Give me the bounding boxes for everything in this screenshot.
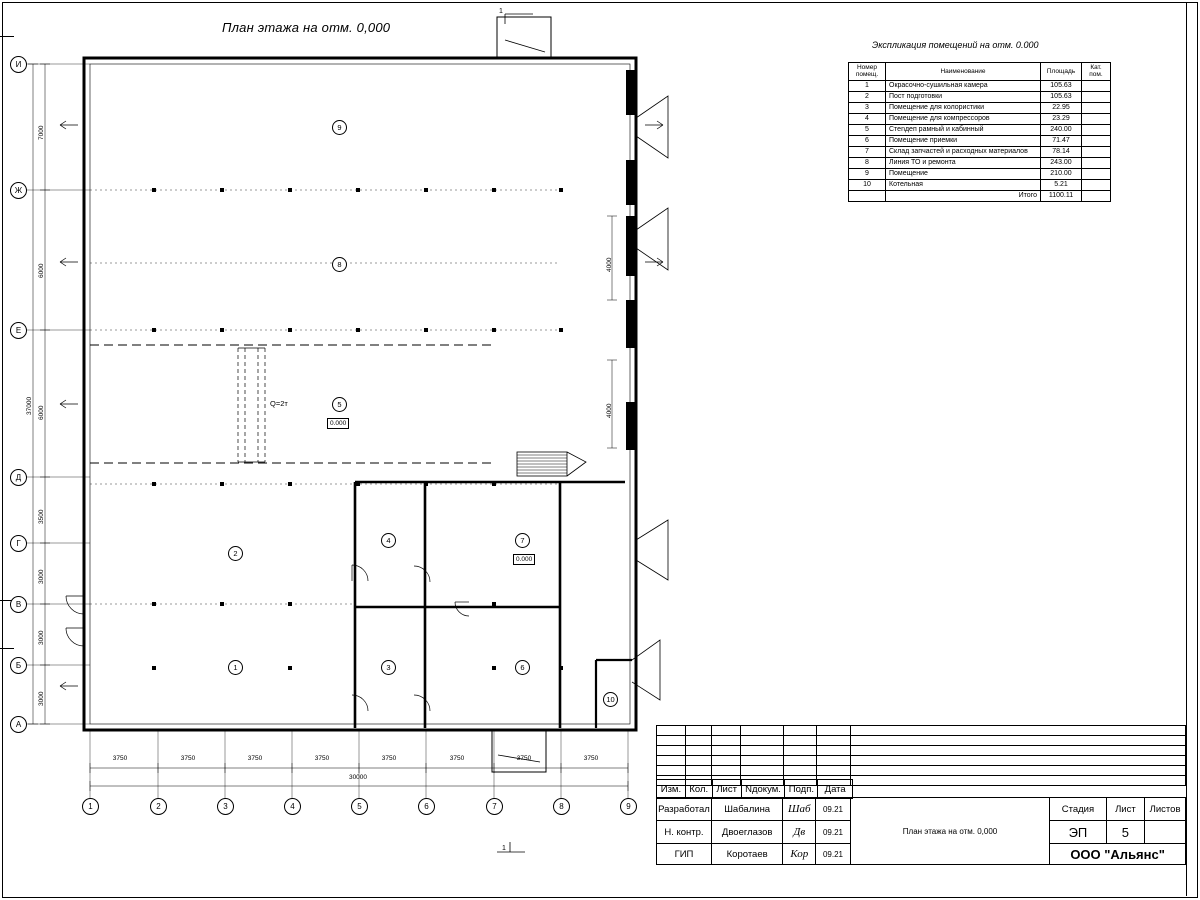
axis-bubble-vertical: А (10, 716, 27, 733)
signature: Дв (783, 821, 816, 844)
dimension-left: 6000 (38, 263, 45, 278)
cell-name: Линия ТО и ремонта (886, 158, 1041, 169)
cell-num: 2 (849, 91, 886, 102)
cell-cat (1082, 180, 1111, 191)
column-marker (152, 482, 156, 486)
room-tag: 5 (332, 397, 347, 412)
axis-bubble-vertical: Г (10, 535, 27, 552)
table-row (849, 158, 1111, 169)
explication-table (848, 62, 1111, 202)
col-header-name: Наименование (886, 63, 1041, 81)
table-row (849, 180, 1111, 191)
room-tag: 10 (603, 692, 618, 707)
level-mark: 0.000 (513, 554, 535, 565)
axis-bubble-vertical: Д (10, 469, 27, 486)
person-name: Коротаев (711, 844, 782, 865)
dimension-bottom-total: 30000 (348, 774, 368, 781)
cell-name: Склад запчастей и расходных материалов (886, 147, 1041, 158)
dimension-left: 7000 (38, 125, 45, 140)
sheet-frame-right-margin (1186, 2, 1197, 896)
room-tag: 6 (515, 660, 530, 675)
room-tag: 4 (381, 533, 396, 548)
cell-total-area: 1100.11 (1041, 191, 1082, 202)
cell-area: 23.29 (1041, 114, 1082, 125)
stage-label: Стадия (1050, 798, 1106, 821)
cell-num: 4 (849, 114, 886, 125)
table-row (849, 136, 1111, 147)
dimension-left: 3000 (38, 630, 45, 645)
role-label: ГИП (657, 844, 712, 865)
column-marker (288, 188, 292, 192)
sheet-label: Лист (1106, 798, 1145, 821)
cell-name: Стеnдеп рамный и кабинный (886, 125, 1041, 136)
dimension-left: 6000 (38, 405, 45, 420)
column-marker (356, 328, 360, 332)
cell-cat (1082, 147, 1111, 158)
axis-bubble-horizontal: 2 (150, 798, 167, 815)
company-name: ООО "Альянс" (1050, 844, 1186, 865)
column-marker (559, 328, 563, 332)
dimension-right: 4000 (606, 403, 613, 418)
column-marker (288, 328, 292, 332)
column-marker (220, 482, 224, 486)
stage-value: ЭП (1050, 821, 1106, 844)
level-mark: 0.000 (327, 418, 349, 429)
dimension-bottom: 3750 (516, 755, 532, 762)
title-block-columns (656, 779, 1186, 799)
column-marker (152, 188, 156, 192)
cell-area: 243.00 (1041, 158, 1082, 169)
table-row (849, 169, 1111, 180)
column-marker (492, 666, 496, 670)
axis-bubble-vertical: Ж (10, 182, 27, 199)
axis-bubble-vertical: И (10, 56, 27, 73)
axis-bubble-horizontal: 7 (486, 798, 503, 815)
column-marker (288, 482, 292, 486)
cell-area: 105.63 (1041, 91, 1082, 102)
cell-area: 5.21 (1041, 180, 1082, 191)
cell-name: Пост подготовки (886, 91, 1041, 102)
column-marker (220, 188, 224, 192)
column-marker (492, 482, 496, 486)
column-marker (492, 328, 496, 332)
cell-num: 7 (849, 147, 886, 158)
column-marker (492, 602, 496, 606)
column-marker (356, 188, 360, 192)
col-podp: Подп. (785, 780, 818, 799)
dimension-bottom: 3750 (381, 755, 397, 762)
explication-title: Экспликация помещений на отм. 0.000 (872, 40, 1039, 50)
cell-name: Окрасочно-сушильная камера (886, 80, 1041, 91)
title-block-main (656, 797, 1186, 865)
cell-num: 9 (849, 169, 886, 180)
room-tag: 3 (381, 660, 396, 675)
dimension-left: 3500 (38, 509, 45, 524)
signature: Кор (783, 844, 816, 865)
sheet-value: 5 (1106, 821, 1145, 844)
signature: Шаб (783, 798, 816, 821)
crane-capacity-label: Q=2т (270, 399, 288, 408)
cell-name: Помещение для колористики (886, 103, 1041, 114)
table-row (849, 103, 1111, 114)
column-marker (356, 482, 360, 486)
col-data: Дата (818, 780, 853, 799)
dimension-bottom: 3750 (247, 755, 263, 762)
axis-bubble-vertical: Б (10, 657, 27, 674)
dimension-bottom: 3750 (314, 755, 330, 762)
column-marker (152, 328, 156, 332)
column-marker (424, 328, 428, 332)
dimension-bottom: 3750 (583, 755, 599, 762)
column-marker (288, 602, 292, 606)
cell-num: 6 (849, 136, 886, 147)
dimension-bottom: 3750 (112, 755, 128, 762)
axis-bubble-horizontal: 8 (553, 798, 570, 815)
cell-cat (1082, 158, 1111, 169)
axis-bubble-horizontal: 5 (351, 798, 368, 815)
section-mark-bottom: 1 (502, 845, 506, 852)
column-marker (424, 482, 428, 486)
col-list: Лист (712, 780, 741, 799)
person-name: Шабалина (711, 798, 782, 821)
column-marker (152, 602, 156, 606)
cell-total-blank (849, 191, 886, 202)
col-kol: Кол. (685, 780, 712, 799)
dimension-bottom: 3750 (449, 755, 465, 762)
column-marker (492, 188, 496, 192)
room-tag: 9 (332, 120, 347, 135)
revision-grid (656, 725, 1186, 786)
axis-bubble-horizontal: 6 (418, 798, 435, 815)
col-izm: Изм. (657, 780, 686, 799)
axis-bubble-horizontal: 1 (82, 798, 99, 815)
cell-num: 10 (849, 180, 886, 191)
table-row (849, 91, 1111, 102)
cell-area: 71.47 (1041, 136, 1082, 147)
cell-cat (1082, 136, 1111, 147)
role-label: Н. контр. (657, 821, 712, 844)
col-header-cat: Кат. пом. (1082, 63, 1111, 81)
person-name: Двоеглазов (711, 821, 782, 844)
cell-area: 210.00 (1041, 169, 1082, 180)
cell-area: 22.95 (1041, 103, 1082, 114)
col-header-num: Номер помещ. (849, 63, 886, 81)
table-header-row (849, 63, 1111, 81)
date-value: 09.21 (816, 821, 851, 844)
cell-name: Помещение приемки (886, 136, 1041, 147)
table-row (849, 80, 1111, 91)
title-block (656, 725, 1186, 895)
column-marker (152, 666, 156, 670)
table-row (849, 125, 1111, 136)
dimension-right: 4000 (606, 257, 613, 272)
cell-name: Котельная (886, 180, 1041, 191)
sheets-value (1145, 821, 1186, 844)
cell-num: 8 (849, 158, 886, 169)
table-row (849, 147, 1111, 158)
cell-cat (1082, 80, 1111, 91)
col-header-area: Площадь (1041, 63, 1082, 81)
cell-num: 3 (849, 103, 886, 114)
cell-cat (1082, 91, 1111, 102)
cell-name: Помещение (886, 169, 1041, 180)
role-label: Разработал (657, 798, 712, 821)
axis-bubble-horizontal: 4 (284, 798, 301, 815)
date-value: 09.21 (816, 844, 851, 865)
page-title: План этажа на отм. 0,000 (222, 20, 391, 35)
drawing-name: План этажа на отм. 0,000 (902, 827, 998, 836)
dimension-bottom: 3750 (180, 755, 196, 762)
dimension-left: 3000 (38, 691, 45, 706)
column-marker (220, 602, 224, 606)
column-marker (220, 328, 224, 332)
column-marker (559, 188, 563, 192)
cell-cat (1082, 103, 1111, 114)
room-tag: 1 (228, 660, 243, 675)
cell-area: 240.00 (1041, 125, 1082, 136)
column-marker (424, 188, 428, 192)
section-mark-top: 1 (499, 8, 503, 15)
axis-bubble-vertical: В (10, 596, 27, 613)
table-total-row (849, 191, 1111, 202)
cell-cat (1082, 114, 1111, 125)
room-tag: 7 (515, 533, 530, 548)
date-value: 09.21 (816, 798, 851, 821)
column-marker (288, 666, 292, 670)
room-tag: 2 (228, 546, 243, 561)
axis-bubble-vertical: Е (10, 322, 27, 339)
sheets-label: Листов (1145, 798, 1186, 821)
dimension-left: 3000 (38, 569, 45, 584)
axis-bubble-horizontal: 9 (620, 798, 637, 815)
cell-total-label: Итого (886, 191, 1041, 202)
cell-name: Помещение для компрессоров (886, 114, 1041, 125)
cell-num: 5 (849, 125, 886, 136)
cell-cat (1082, 169, 1111, 180)
room-tag: 8 (332, 257, 347, 272)
cell-cat (1082, 125, 1111, 136)
dimension-left-total: 37000 (26, 396, 33, 415)
drawing-name-cell (850, 798, 1049, 865)
cell-area: 78.14 (1041, 147, 1082, 158)
column-marker (559, 666, 563, 670)
col-ndok: Nдокум. (741, 780, 785, 799)
table-row (849, 114, 1111, 125)
cell-area: 105.63 (1041, 80, 1082, 91)
cell-num: 1 (849, 80, 886, 91)
cell-total-cat (1082, 191, 1111, 202)
axis-bubble-horizontal: 3 (217, 798, 234, 815)
